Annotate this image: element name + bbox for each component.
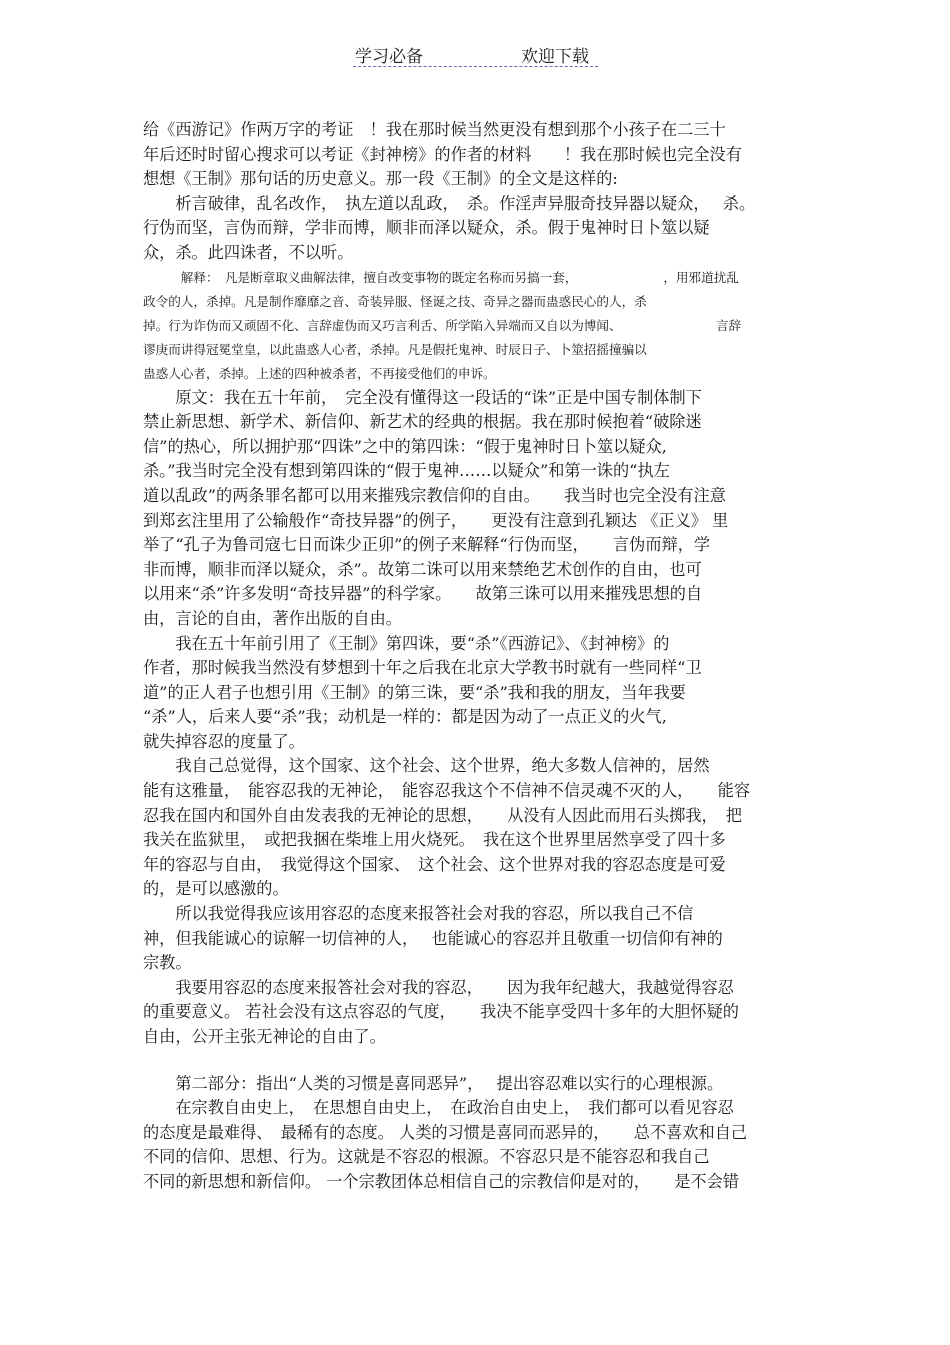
text-line: 的，是可以感激的。	[143, 879, 289, 899]
text-line: 非而博，顺非而泽以疑众，杀”。故第二诛可以用来禁绝艺术创作的自由，也可	[143, 559, 702, 579]
text-line: 举了“孔子为鲁司寇七日而诛少正卯”的例子来解释“行伪而坚， 言伪而辩，学	[143, 535, 711, 555]
note-line: 谬庚而讲得冠冕堂皇，以此蛊惑人心者，杀掉。凡是假托鬼神、时辰日子、卜筮招摇撞骗以	[143, 341, 647, 357]
header-right-text: 欢迎下载	[521, 47, 589, 67]
text-line: “杀”人，后来人要“杀”我；动机是一样的：都是因为动了一点正义的火气,	[143, 707, 667, 727]
paragraph-importance	[143, 976, 807, 1050]
text-line: 行伪而坚，言伪而辩，学非而博，顺非而泽以疑众，杀。假于鬼神时日卜筮以疑	[143, 218, 710, 238]
text-line: 的态度是最难得、 最稀有的态度。 人类的习惯是喜同而恶异的， 总不喜欢和自己	[143, 1122, 748, 1142]
paragraph-original	[143, 386, 807, 632]
text-line: 到郑玄注里用了公输般作“奇技异器”的例子， 更没有注意到孔颖达 《正义》 里	[143, 510, 729, 530]
text-line: 析言破律，乱名改作， 执左道以乱政， 杀。作淫声异服奇技异器以疑众， 杀。	[143, 193, 756, 213]
text-line: 作者，那时候我当然没有梦想到十年之后我在北京大学教书时就有一些同样“卫	[143, 658, 702, 678]
header-left-text: 学习必备	[355, 47, 423, 67]
text-line: 杀。”我当时完全没有想到第四诛的“假于鬼神……以疑众”和第一诛的“执左	[143, 461, 670, 481]
text-line: 所以我觉得我应该用容忍的态度来报答社会对我的容忍，所以我自己不信	[143, 904, 694, 924]
section-heading: 第二部分：指出“人类的习惯是喜同恶异”， 提出容忍难以实行的心理根源。	[143, 1073, 724, 1093]
note-line: 解释： 凡是断章取义曲解法律，擅自改变事物的既定名称而另搞一套， ，用邪道扰乱	[143, 269, 739, 285]
text-line: 忍我在国内和国外自由发表我的无神论的思想， 从没有人因此而用石头掷我， 把	[143, 805, 742, 825]
note-line: 掉。行为诈伪而又顽固不化、言辞虚伪而又巧言利舌、所学陷入异端而又自以为博闻、 言辞	[143, 317, 742, 333]
note-line: 政令的人，杀掉。凡是制作靡靡之音、奇装异服、怪诞之技、奇异之器而蛊惑民心的人，杀	[143, 293, 647, 309]
paragraph-repay	[143, 902, 807, 976]
text-line: 不同的新思想和新信仰。 一个宗教团体总相信自己的宗教信仰是对的， 是不会错	[143, 1171, 739, 1191]
paragraph-explanation	[143, 266, 807, 386]
text-line: 我要用容忍的态度来报答社会对我的容忍， 因为我年纪越大，我越觉得容忍	[143, 977, 734, 997]
text-line: 道以乱政”的两条罪名都可以用来摧残宗教信仰的自由。 我当时也完全没有注意	[143, 485, 726, 505]
text-line: 禁止新思想、新学术、新信仰、新艺术的经典的根据。我在那时候抱着“破除迷	[143, 412, 702, 432]
text-line: 就失掉容忍的度量了。	[143, 731, 305, 751]
text-line: 能有这雅量， 能容忍我的无神论， 能容忍我这个不信神不信灵魂不灭的人， 能容	[143, 781, 751, 801]
text-line: 宗教。	[143, 953, 192, 973]
text-line: 给《西游记》作两万字的考证 ！我在那时候当然更没有想到那个小孩子在二三十	[143, 120, 726, 139]
section-gap	[143, 1050, 807, 1072]
page-header	[353, 40, 598, 67]
text-line: 众，杀。此四诛者，不以听。	[143, 242, 354, 262]
paragraph-intro	[143, 118, 807, 192]
text-line: 不同的信仰、思想、行为。这就是不容忍的根源。不容忍只是不能容忍和我自己	[143, 1147, 710, 1167]
text-line: 的重要意义。 若社会没有这点容忍的气度， 我决不能享受四十多年的大胆怀疑的	[143, 1002, 739, 1022]
document-body	[143, 118, 807, 1195]
text-line: 由，言论的自由，著作出版的自由。	[143, 608, 402, 628]
text-line: 原文：我在五十年前， 完全没有懂得这一段话的“诛”正是中国专制体制下	[143, 387, 702, 407]
text-line: 在宗教自由史上， 在思想自由史上， 在政治自由史上， 我们都可以看见容忍	[143, 1098, 734, 1118]
text-line: 我自己总觉得，这个国家、这个社会、这个世界，绝大多数人信神的，居然	[143, 756, 710, 776]
text-line: 我关在监狱里， 或把我捆在柴堆上用火烧死。 我在这个世界里居然享受了四十多	[143, 830, 726, 850]
text-line: 道”的正人君子也想引用《王制》的第三诛，要“杀”我和我的朋友，当年我要	[143, 682, 686, 702]
text-line: 想想《王制》那句话的历史意义。那一段《王制》的全文是这样的:	[143, 169, 618, 189]
text-line: 年的容忍与自由， 我觉得这个国家、 这个社会、这个世界对我的容忍态度是可爱	[143, 854, 726, 874]
note-line: 蛊惑人心者，杀掉。上述的四种被杀者，不再接受他们的申诉。	[143, 365, 496, 381]
paragraph-quote	[143, 192, 807, 266]
text-line: 自由，公开主张无神论的自由了。	[143, 1027, 386, 1046]
text-line: 年后还时时留心搜求可以考证《封神榜》的作者的材料 ！我在那时候也完全没有	[143, 144, 742, 164]
text-line: 信”的热心，所以拥护那“四诛”之中的第四诛：“假于鬼神时日卜筮以疑众,	[143, 436, 667, 456]
section-part-two	[143, 1072, 807, 1195]
text-line: 我在五十年前引用了《王制》第四诛，要“杀”《西游记》、《封神榜》的	[143, 633, 670, 653]
text-line: 神，但我能诚心的谅解一切信神的人， 也能诚心的容忍并且敬重一切信仰有神的	[143, 928, 723, 948]
paragraph-tolerance-felt	[143, 754, 807, 902]
paragraph-fifty-years	[143, 632, 807, 755]
text-line: 以用来“杀”许多发明“奇技异器”的科学家。 故第三诛可以用来摧残思想的自	[143, 584, 703, 604]
